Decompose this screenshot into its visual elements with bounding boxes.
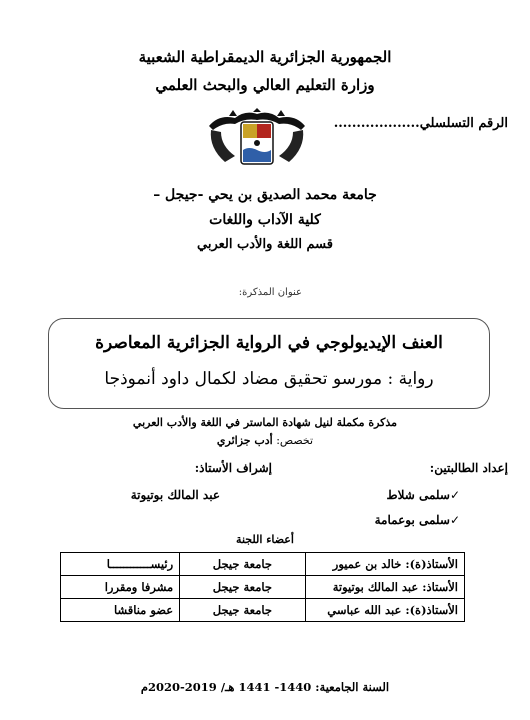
check-icon: ✓	[449, 513, 460, 527]
student-2	[375, 513, 460, 527]
thesis-specialty	[0, 434, 530, 447]
member-university: جامعة جيجل	[180, 553, 306, 576]
laurel-right	[279, 130, 303, 162]
check-icon: ✓	[449, 488, 460, 502]
supervisor-name: عبد المالك بوتيوتة	[130, 488, 220, 502]
member-role: رئيســــــــــــا	[61, 553, 180, 576]
student-1-name: سلمى شلاط	[386, 488, 450, 502]
member-university: جامعة جيجل	[180, 576, 306, 599]
table-row	[61, 576, 465, 599]
table-row	[61, 553, 465, 576]
department-name: قسم اللغة والأدب العربي	[197, 237, 333, 252]
university-name: جامعة محمد الصديق بن يحي -جيجل –	[153, 187, 377, 203]
member-role: عضو مناقشا	[61, 599, 180, 622]
serial-dots: ...................	[333, 116, 420, 131]
specialty-label: تخصص:	[276, 434, 314, 447]
republic-heading: الجمهورية الجزائرية الديمقراطية الشعبية	[138, 48, 392, 66]
thesis-subtitle: رواية : مورسو تحقيق مضاد لكمال داود أنموذجا	[104, 369, 434, 389]
table-row	[61, 599, 465, 622]
shield-emblem-dot	[254, 140, 260, 146]
member-university: جامعة جيجل	[180, 599, 306, 622]
member-name: الأستاذ: عبد المالك بوتيوتة	[305, 576, 464, 599]
member-name: الأستاذ(ة): عبد الله عباسي	[305, 599, 464, 622]
student-2-name: سلمى بوعمامة	[374, 513, 450, 527]
ministry-heading: وزارة التعليم العالي والبحث العلمي	[155, 76, 375, 94]
student-1	[386, 488, 460, 502]
committee-label: أعضاء اللجنة	[236, 533, 294, 546]
thesis-title-label: عنوان المذكرة:	[238, 287, 302, 298]
thesis-title: العنف الإيديولوجي في الرواية الجزائرية المعاصرة	[95, 333, 443, 353]
supervisor-label: إشراف الأستاذ:	[194, 461, 272, 475]
serial-number	[334, 116, 508, 131]
laurel-left	[211, 130, 235, 162]
specialty-value: أدب جزائري	[216, 434, 273, 447]
shield-quarter-red	[257, 124, 271, 138]
member-name: الأستاذ(ة): خالد بن عميور	[305, 553, 464, 576]
thesis-purpose: مذكرة مكملة لنيل شهادة الماستر في اللغة والأدب العربي	[132, 416, 398, 429]
university-logo	[205, 108, 309, 172]
member-role: مشرفا ومقررا	[61, 576, 180, 599]
shield-quarter-gold	[243, 124, 257, 138]
committee-table	[60, 552, 465, 622]
faculty-name: كلية الآداب واللغات	[209, 212, 321, 228]
academic-year: السنة الجامعية: 1440- 1441 هـ/ 2019-2020م	[140, 680, 390, 694]
serial-label: الرقم التسلسلي	[419, 116, 508, 131]
students-label: إعداد الطالبتين:	[429, 461, 508, 475]
thesis-title-box	[48, 318, 490, 409]
